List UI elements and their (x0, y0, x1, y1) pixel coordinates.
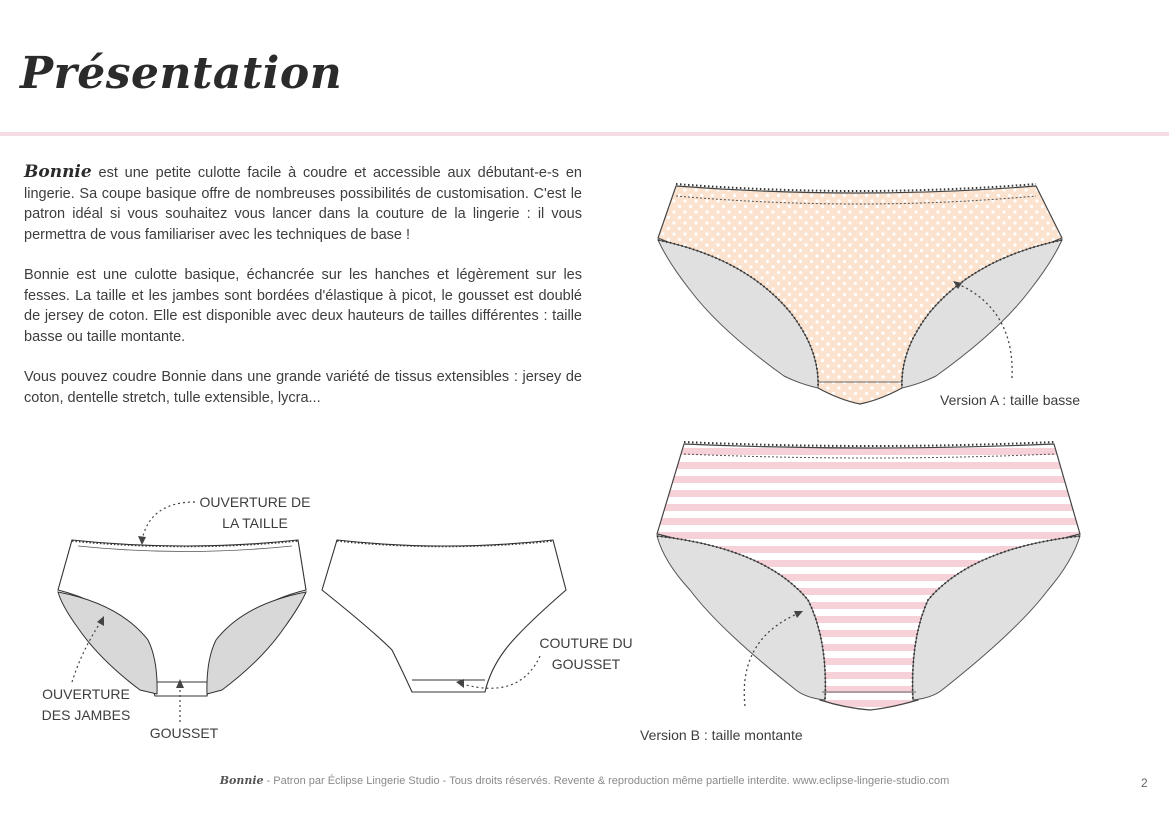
waist-leader-arrow (142, 502, 195, 540)
gusset-seam-label: COUTURE DU GOUSSET (539, 635, 633, 672)
legs-opening-label: OUVERTURE DES JAMBES (41, 686, 131, 723)
page-number: 2 (1141, 776, 1148, 790)
waist-opening-label: OUVERTURE DE LA TAILLE (199, 494, 311, 531)
version-b-label: Version B : taille montante (640, 727, 803, 743)
version-b-picot-waist (684, 442, 1054, 446)
intro-paragraph-1: Bonnie est une petite culotte facile à coudre et accessible aux débutant-e-s en lingerie. Sa coupe basique offre de nombreuses possibilités de customisation. C'est le patron idéal si vous souhaitez vous lancer dans la couture de la lingerie : il vous permettra de vous familiariser avec les techniques de base ! (24, 162, 582, 243)
brand-word: Bonnie (24, 162, 92, 182)
footer-text: - Patron par Éclipse Lingerie Studio - Tous droits réservés. Revente & reproduction même partielle interdite. www.eclipse-lingerie-studio.com (263, 775, 950, 787)
version-a-panty (658, 184, 1062, 404)
footer-brand: Bonnie (219, 774, 264, 787)
version-b-panty (657, 442, 1080, 710)
gusset-label: GOUSSET (149, 725, 219, 741)
waist-leader-arrow-head (138, 536, 146, 545)
page-title: Présentation (20, 48, 343, 99)
technical-front (58, 540, 306, 696)
intro-paragraph-2: Bonnie est une culotte basique, échancrée sur les hanches et légèrement sur les fesses. La taille et les jambes sont bordées d'élastique à picot, le gousset est doublé de jersey de coton. Elle est disponible avec deux hauteurs de tailles différentes : taille basse ou taille montante. (24, 267, 582, 345)
intro-paragraph-3: Vous pouvez coudre Bonnie dans une grande variété de tissus extensibles : jersey de coton, dentelle stretch, tulle extensible, lycra... (24, 369, 582, 406)
footer (0, 774, 1169, 787)
version-a-label: Version A : taille basse (940, 392, 1081, 408)
